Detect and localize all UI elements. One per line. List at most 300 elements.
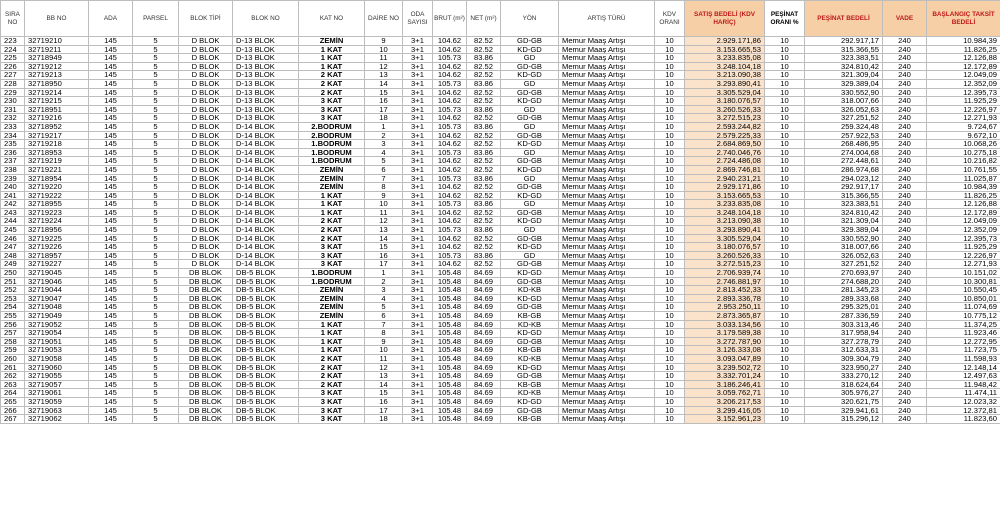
cell-pesinat-orani: 10 xyxy=(765,363,805,372)
cell-kat-no: 2.BODRUM xyxy=(299,131,365,140)
cell-pesinat-orani: 10 xyxy=(765,208,805,217)
cell-baslangic-taksit: 11.074,69 xyxy=(927,303,1000,312)
cell-vade: 240 xyxy=(883,157,927,166)
cell-ada: 145 xyxy=(89,243,133,252)
cell-net: 82.52 xyxy=(467,234,501,243)
cell-daire-no: 10 xyxy=(365,45,403,54)
cell-satis-bedeli: 3.213.090,38 xyxy=(685,71,765,80)
table-row xyxy=(1,114,1000,123)
cell-daire-no: 16 xyxy=(365,397,403,406)
cell-kdv-orani: 10 xyxy=(655,191,685,200)
cell-kdv-orani: 10 xyxy=(655,122,685,131)
cell-blok-tipi: DB BLOK xyxy=(179,363,233,372)
cell-kat-no: 1 KAT xyxy=(299,200,365,209)
cell-parsel: 5 xyxy=(133,226,179,235)
cell-ada: 145 xyxy=(89,183,133,192)
cell-brut: 104.62 xyxy=(433,140,467,149)
header-row xyxy=(1,1,1000,37)
cell-net: 84.69 xyxy=(467,337,501,346)
cell-pesinat-orani: 10 xyxy=(765,140,805,149)
cell-baslangic-taksit: 10.761,55 xyxy=(927,165,1000,174)
cell-satis-bedeli: 2.593.244,82 xyxy=(685,122,765,131)
cell-bb-no: 32718953 xyxy=(25,148,89,157)
cell-blok-no: D-14 BLOK xyxy=(233,208,299,217)
cell-artis-turu: Memur Maaş Artışı xyxy=(559,406,655,415)
cell-vade: 240 xyxy=(883,346,927,355)
cell-oda-sayisi: 3+1 xyxy=(403,251,433,260)
cell-artis-turu: Memur Maaş Artışı xyxy=(559,37,655,46)
cell-pesinat-orani: 10 xyxy=(765,303,805,312)
cell-bb-no: 32718950 xyxy=(25,79,89,88)
cell-sira-no: 232 xyxy=(1,114,25,123)
cell-kat-no: 2 KAT xyxy=(299,217,365,226)
cell-baslangic-taksit: 10.984,39 xyxy=(927,183,1000,192)
cell-bb-no: 32719216 xyxy=(25,114,89,123)
cell-brut: 104.62 xyxy=(433,131,467,140)
cell-blok-tipi: D BLOK xyxy=(179,62,233,71)
cell-brut: 104.62 xyxy=(433,62,467,71)
cell-pesinat-orani: 10 xyxy=(765,346,805,355)
cell-blok-no: DB-5 BLOK xyxy=(233,415,299,424)
cell-daire-no: 4 xyxy=(365,294,403,303)
cell-artis-turu: Memur Maaş Artışı xyxy=(559,217,655,226)
cell-pesinat-orani: 10 xyxy=(765,165,805,174)
cell-pesinat-bedeli: 272.448,61 xyxy=(805,157,883,166)
cell-blok-tipi: DB BLOK xyxy=(179,380,233,389)
cell-yon: GD-GB xyxy=(501,406,559,415)
cell-ada: 145 xyxy=(89,277,133,286)
cell-satis-bedeli: 3.272.515,23 xyxy=(685,260,765,269)
table-row xyxy=(1,277,1000,286)
cell-kdv-orani: 10 xyxy=(655,234,685,243)
cell-sira-no: 253 xyxy=(1,294,25,303)
cell-parsel: 5 xyxy=(133,277,179,286)
cell-bb-no: 32719062 xyxy=(25,415,89,424)
cell-brut: 105.48 xyxy=(433,329,467,338)
table-row xyxy=(1,140,1000,149)
cell-artis-turu: Memur Maaş Artışı xyxy=(559,200,655,209)
cell-vade: 240 xyxy=(883,183,927,192)
cell-sira-no: 230 xyxy=(1,97,25,106)
cell-yon: GD-GB xyxy=(501,183,559,192)
cell-sira-no: 248 xyxy=(1,251,25,260)
cell-parsel: 5 xyxy=(133,174,179,183)
cell-brut: 104.62 xyxy=(433,157,467,166)
cell-yon: GD-GB xyxy=(501,337,559,346)
cell-kat-no: ZEMİN xyxy=(299,303,365,312)
cell-ada: 145 xyxy=(89,114,133,123)
cell-brut: 105.73 xyxy=(433,105,467,114)
cell-bb-no: 32719212 xyxy=(25,62,89,71)
cell-kat-no: 3 KAT xyxy=(299,251,365,260)
cell-net: 84.69 xyxy=(467,329,501,338)
cell-pesinat-bedeli: 315.296,12 xyxy=(805,415,883,424)
cell-vade: 240 xyxy=(883,397,927,406)
cell-daire-no: 5 xyxy=(365,157,403,166)
cell-ada: 145 xyxy=(89,251,133,260)
cell-kdv-orani: 10 xyxy=(655,148,685,157)
cell-ada: 145 xyxy=(89,406,133,415)
cell-yon: KD-KB xyxy=(501,286,559,295)
cell-daire-no: 17 xyxy=(365,406,403,415)
cell-oda-sayisi: 3+1 xyxy=(403,191,433,200)
table-row xyxy=(1,45,1000,54)
cell-daire-no: 5 xyxy=(365,303,403,312)
cell-oda-sayisi: 3+1 xyxy=(403,165,433,174)
cell-vade: 240 xyxy=(883,45,927,54)
cell-pesinat-bedeli: 281.345,23 xyxy=(805,286,883,295)
cell-vade: 240 xyxy=(883,140,927,149)
cell-parsel: 5 xyxy=(133,71,179,80)
cell-brut: 105.48 xyxy=(433,354,467,363)
cell-satis-bedeli: 2.953.250,11 xyxy=(685,303,765,312)
cell-oda-sayisi: 3+1 xyxy=(403,243,433,252)
cell-satis-bedeli: 3.332.701,24 xyxy=(685,372,765,381)
cell-satis-bedeli: 3.299.416,05 xyxy=(685,406,765,415)
col-header-blok-no: BLOK NO xyxy=(233,1,299,37)
cell-parsel: 5 xyxy=(133,37,179,46)
cell-blok-tipi: D BLOK xyxy=(179,148,233,157)
cell-baslangic-taksit: 12.126,88 xyxy=(927,200,1000,209)
cell-pesinat-bedeli: 327.278,79 xyxy=(805,337,883,346)
cell-blok-no: D-13 BLOK xyxy=(233,62,299,71)
cell-net: 83.86 xyxy=(467,122,501,131)
table-row xyxy=(1,217,1000,226)
cell-satis-bedeli: 3.248.104,18 xyxy=(685,208,765,217)
cell-sira-no: 263 xyxy=(1,380,25,389)
cell-baslangic-taksit: 9.672,10 xyxy=(927,131,1000,140)
cell-sira-no: 265 xyxy=(1,397,25,406)
cell-pesinat-bedeli: 295.325,01 xyxy=(805,303,883,312)
cell-baslangic-taksit: 11.826,25 xyxy=(927,45,1000,54)
col-header-baslangic-taksit: BAŞLANGIÇ TAKSİT BEDELİ xyxy=(927,1,1000,37)
cell-blok-tipi: DB BLOK xyxy=(179,346,233,355)
cell-kat-no: 1.BODRUM xyxy=(299,157,365,166)
cell-parsel: 5 xyxy=(133,337,179,346)
cell-blok-tipi: D BLOK xyxy=(179,79,233,88)
cell-oda-sayisi: 3+1 xyxy=(403,346,433,355)
cell-net: 82.52 xyxy=(467,165,501,174)
cell-brut: 104.62 xyxy=(433,71,467,80)
cell-kdv-orani: 10 xyxy=(655,208,685,217)
cell-ada: 145 xyxy=(89,397,133,406)
cell-artis-turu: Memur Maaş Artışı xyxy=(559,45,655,54)
cell-ada: 145 xyxy=(89,45,133,54)
cell-satis-bedeli: 3.126.333,08 xyxy=(685,346,765,355)
cell-baslangic-taksit: 10.300,81 xyxy=(927,277,1000,286)
cell-vade: 240 xyxy=(883,148,927,157)
cell-vade: 240 xyxy=(883,337,927,346)
cell-sira-no: 242 xyxy=(1,200,25,209)
cell-artis-turu: Memur Maaş Artışı xyxy=(559,148,655,157)
cell-kat-no: 2 KAT xyxy=(299,354,365,363)
cell-kdv-orani: 10 xyxy=(655,337,685,346)
cell-yon: KD-GD xyxy=(501,269,559,278)
cell-artis-turu: Memur Maaş Artışı xyxy=(559,346,655,355)
cell-oda-sayisi: 3+1 xyxy=(403,303,433,312)
cell-brut: 105.73 xyxy=(433,148,467,157)
cell-artis-turu: Memur Maaş Artışı xyxy=(559,303,655,312)
cell-pesinat-orani: 10 xyxy=(765,157,805,166)
cell-sira-no: 245 xyxy=(1,226,25,235)
cell-ada: 145 xyxy=(89,140,133,149)
cell-baslangic-taksit: 12.023,32 xyxy=(927,397,1000,406)
cell-pesinat-orani: 10 xyxy=(765,62,805,71)
cell-satis-bedeli: 2.684.869,50 xyxy=(685,140,765,149)
cell-blok-no: D-13 BLOK xyxy=(233,105,299,114)
table-row xyxy=(1,88,1000,97)
cell-daire-no: 13 xyxy=(365,226,403,235)
cell-kdv-orani: 10 xyxy=(655,303,685,312)
cell-pesinat-orani: 10 xyxy=(765,79,805,88)
table-row xyxy=(1,251,1000,260)
cell-baslangic-taksit: 11.948,42 xyxy=(927,380,1000,389)
cell-daire-no: 9 xyxy=(365,337,403,346)
cell-baslangic-taksit: 11.374,25 xyxy=(927,320,1000,329)
cell-baslangic-taksit: 11.923,46 xyxy=(927,329,1000,338)
cell-pesinat-orani: 10 xyxy=(765,174,805,183)
cell-parsel: 5 xyxy=(133,191,179,200)
cell-vade: 240 xyxy=(883,191,927,200)
cell-parsel: 5 xyxy=(133,372,179,381)
cell-kat-no: 2 KAT xyxy=(299,380,365,389)
cell-net: 83.86 xyxy=(467,105,501,114)
cell-blok-no: DB-5 BLOK xyxy=(233,286,299,295)
cell-kdv-orani: 10 xyxy=(655,131,685,140)
cell-net: 82.52 xyxy=(467,157,501,166)
cell-artis-turu: Memur Maaş Artışı xyxy=(559,71,655,80)
cell-baslangic-taksit: 11.598,93 xyxy=(927,354,1000,363)
cell-pesinat-bedeli: 324.810,42 xyxy=(805,62,883,71)
cell-parsel: 5 xyxy=(133,105,179,114)
cell-pesinat-orani: 10 xyxy=(765,131,805,140)
table-row xyxy=(1,122,1000,131)
cell-sira-no: 244 xyxy=(1,217,25,226)
cell-blok-tipi: D BLOK xyxy=(179,114,233,123)
cell-artis-turu: Memur Maaş Artışı xyxy=(559,277,655,286)
cell-bb-no: 32719059 xyxy=(25,397,89,406)
cell-yon: KD-GD xyxy=(501,71,559,80)
cell-pesinat-bedeli: 329.941,61 xyxy=(805,406,883,415)
cell-satis-bedeli: 3.152.961,23 xyxy=(685,415,765,424)
cell-artis-turu: Memur Maaş Artışı xyxy=(559,88,655,97)
cell-ada: 145 xyxy=(89,329,133,338)
cell-net: 82.52 xyxy=(467,183,501,192)
cell-artis-turu: Memur Maaş Artışı xyxy=(559,208,655,217)
cell-vade: 240 xyxy=(883,363,927,372)
cell-kat-no: 2 KAT xyxy=(299,226,365,235)
cell-artis-turu: Memur Maaş Artışı xyxy=(559,329,655,338)
cell-pesinat-bedeli: 257.922,53 xyxy=(805,131,883,140)
table-row xyxy=(1,191,1000,200)
cell-net: 84.69 xyxy=(467,320,501,329)
cell-parsel: 5 xyxy=(133,234,179,243)
cell-ada: 145 xyxy=(89,88,133,97)
cell-vade: 240 xyxy=(883,320,927,329)
cell-artis-turu: Memur Maaş Artışı xyxy=(559,294,655,303)
cell-oda-sayisi: 3+1 xyxy=(403,389,433,398)
cell-bb-no: 32719221 xyxy=(25,165,89,174)
cell-parsel: 5 xyxy=(133,140,179,149)
cell-vade: 240 xyxy=(883,165,927,174)
cell-net: 84.69 xyxy=(467,286,501,295)
cell-yon: KD-KB xyxy=(501,320,559,329)
cell-daire-no: 3 xyxy=(365,286,403,295)
cell-baslangic-taksit: 12.395,73 xyxy=(927,88,1000,97)
table-row xyxy=(1,234,1000,243)
col-header-pesinat-bedeli: PEŞİNAT BEDELİ xyxy=(805,1,883,37)
cell-net: 84.69 xyxy=(467,406,501,415)
cell-pesinat-bedeli: 259.324,48 xyxy=(805,122,883,131)
cell-bb-no: 32719048 xyxy=(25,303,89,312)
cell-vade: 240 xyxy=(883,269,927,278)
cell-parsel: 5 xyxy=(133,380,179,389)
cell-bb-no: 32719223 xyxy=(25,208,89,217)
cell-bb-no: 32719051 xyxy=(25,337,89,346)
cell-pesinat-orani: 10 xyxy=(765,226,805,235)
cell-artis-turu: Memur Maaş Artışı xyxy=(559,191,655,200)
cell-ada: 145 xyxy=(89,217,133,226)
cell-vade: 240 xyxy=(883,286,927,295)
cell-net: 83.86 xyxy=(467,200,501,209)
cell-brut: 105.73 xyxy=(433,174,467,183)
cell-blok-tipi: D BLOK xyxy=(179,131,233,140)
cell-artis-turu: Memur Maaş Artışı xyxy=(559,251,655,260)
cell-yon: GD xyxy=(501,200,559,209)
cell-blok-no: DB-5 BLOK xyxy=(233,389,299,398)
cell-blok-tipi: DB BLOK xyxy=(179,269,233,278)
table-row xyxy=(1,243,1000,252)
cell-blok-tipi: D BLOK xyxy=(179,208,233,217)
cell-pesinat-orani: 10 xyxy=(765,286,805,295)
cell-net: 84.69 xyxy=(467,380,501,389)
col-header-brut: BRUT (m²) xyxy=(433,1,467,37)
cell-blok-no: D-14 BLOK xyxy=(233,191,299,200)
cell-daire-no: 11 xyxy=(365,54,403,63)
cell-yon: GD-GB xyxy=(501,260,559,269)
cell-kdv-orani: 10 xyxy=(655,354,685,363)
cell-ada: 145 xyxy=(89,54,133,63)
cell-brut: 104.62 xyxy=(433,183,467,192)
table-row xyxy=(1,208,1000,217)
cell-bb-no: 32719211 xyxy=(25,45,89,54)
cell-net: 82.52 xyxy=(467,208,501,217)
cell-pesinat-orani: 10 xyxy=(765,37,805,46)
cell-blok-no: DB-5 BLOK xyxy=(233,346,299,355)
cell-artis-turu: Memur Maaş Artışı xyxy=(559,320,655,329)
cell-satis-bedeli: 3.305.529,04 xyxy=(685,234,765,243)
cell-artis-turu: Memur Maaş Artışı xyxy=(559,157,655,166)
cell-blok-no: D-14 BLOK xyxy=(233,131,299,140)
cell-pesinat-orani: 10 xyxy=(765,397,805,406)
cell-artis-turu: Memur Maaş Artışı xyxy=(559,97,655,106)
cell-blok-no: DB-5 BLOK xyxy=(233,354,299,363)
cell-kat-no: 2 KAT xyxy=(299,234,365,243)
cell-daire-no: 2 xyxy=(365,277,403,286)
cell-net: 84.69 xyxy=(467,372,501,381)
cell-vade: 240 xyxy=(883,122,927,131)
cell-kdv-orani: 10 xyxy=(655,260,685,269)
cell-baslangic-taksit: 12.049,09 xyxy=(927,71,1000,80)
cell-blok-tipi: D BLOK xyxy=(179,251,233,260)
cell-daire-no: 7 xyxy=(365,174,403,183)
cell-bb-no: 32719063 xyxy=(25,406,89,415)
cell-sira-no: 255 xyxy=(1,312,25,321)
cell-vade: 240 xyxy=(883,303,927,312)
cell-oda-sayisi: 3+1 xyxy=(403,97,433,106)
cell-net: 83.86 xyxy=(467,54,501,63)
cell-pesinat-orani: 10 xyxy=(765,200,805,209)
cell-ada: 145 xyxy=(89,372,133,381)
cell-daire-no: 16 xyxy=(365,97,403,106)
cell-pesinat-bedeli: 270.693,97 xyxy=(805,269,883,278)
cell-satis-bedeli: 3.153.665,53 xyxy=(685,45,765,54)
cell-artis-turu: Memur Maaş Artışı xyxy=(559,354,655,363)
cell-blok-no: D-14 BLOK xyxy=(233,251,299,260)
cell-sira-no: 228 xyxy=(1,79,25,88)
cell-kat-no: 3 KAT xyxy=(299,114,365,123)
cell-blok-no: D-14 BLOK xyxy=(233,217,299,226)
cell-bb-no: 32718949 xyxy=(25,54,89,63)
cell-bb-no: 32718955 xyxy=(25,200,89,209)
cell-kdv-orani: 10 xyxy=(655,329,685,338)
cell-net: 82.52 xyxy=(467,88,501,97)
cell-net: 83.86 xyxy=(467,148,501,157)
cell-brut: 104.62 xyxy=(433,208,467,217)
table-row xyxy=(1,148,1000,157)
cell-brut: 105.48 xyxy=(433,380,467,389)
cell-daire-no: 15 xyxy=(365,389,403,398)
cell-sira-no: 241 xyxy=(1,191,25,200)
cell-oda-sayisi: 3+1 xyxy=(403,174,433,183)
cell-pesinat-bedeli: 327.251,52 xyxy=(805,114,883,123)
cell-kdv-orani: 10 xyxy=(655,174,685,183)
cell-blok-tipi: DB BLOK xyxy=(179,294,233,303)
cell-kat-no: 2 KAT xyxy=(299,71,365,80)
col-header-kat-no: KAT NO xyxy=(299,1,365,37)
cell-artis-turu: Memur Maaş Artışı xyxy=(559,389,655,398)
cell-vade: 240 xyxy=(883,251,927,260)
cell-parsel: 5 xyxy=(133,131,179,140)
cell-vade: 240 xyxy=(883,415,927,424)
cell-kdv-orani: 10 xyxy=(655,54,685,63)
col-header-net: NET (m²) xyxy=(467,1,501,37)
cell-baslangic-taksit: 10.068,26 xyxy=(927,140,1000,149)
table-row xyxy=(1,329,1000,338)
cell-blok-no: D-13 BLOK xyxy=(233,88,299,97)
cell-sira-no: 238 xyxy=(1,165,25,174)
cell-oda-sayisi: 3+1 xyxy=(403,71,433,80)
cell-bb-no: 32719210 xyxy=(25,37,89,46)
cell-artis-turu: Memur Maaş Artışı xyxy=(559,131,655,140)
cell-yon: GD-GB xyxy=(501,131,559,140)
cell-brut: 105.48 xyxy=(433,294,467,303)
cell-oda-sayisi: 3+1 xyxy=(403,329,433,338)
cell-pesinat-bedeli: 326.052,63 xyxy=(805,251,883,260)
cell-blok-no: D-13 BLOK xyxy=(233,54,299,63)
cell-pesinat-orani: 10 xyxy=(765,71,805,80)
cell-brut: 105.48 xyxy=(433,337,467,346)
cell-satis-bedeli: 3.233.835,08 xyxy=(685,200,765,209)
cell-yon: GD xyxy=(501,174,559,183)
cell-daire-no: 9 xyxy=(365,37,403,46)
cell-oda-sayisi: 3+1 xyxy=(403,312,433,321)
cell-satis-bedeli: 2.746.881,97 xyxy=(685,277,765,286)
cell-yon: GD-GB xyxy=(501,277,559,286)
cell-daire-no: 12 xyxy=(365,62,403,71)
cell-pesinat-orani: 10 xyxy=(765,191,805,200)
cell-daire-no: 6 xyxy=(365,165,403,174)
